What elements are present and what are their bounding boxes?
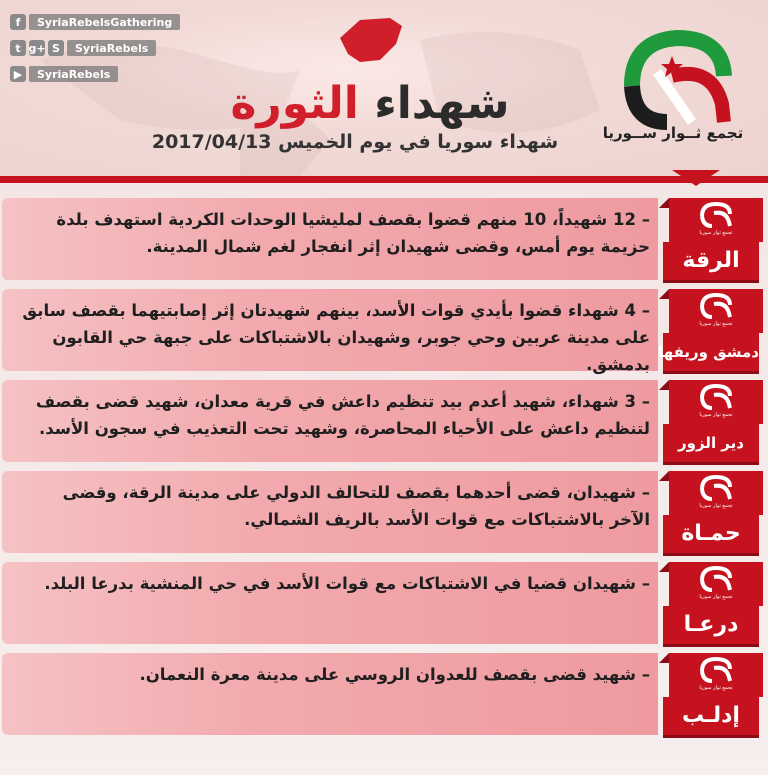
- list-item: [2, 289, 764, 374]
- header-divider: [0, 176, 768, 183]
- tag-logo-caption: تجمع ثوار سوريا: [699, 594, 733, 600]
- page-subtitle: شهداء سوريا في يوم الخميس 2017/04/13: [151, 131, 559, 153]
- region-tag-flap: [659, 653, 669, 663]
- header-banner: [0, 0, 768, 176]
- entry-text: – 3 شهداء، شهيد أعدم بيد تنظيم داعش في قرية معدان، شهيد قضى بقصف لتنظيم داعش على الأحياء المحاصرة، وشهيد تحت التعذيب في سجون الأسد.: [35, 392, 650, 438]
- region-tag: [659, 380, 763, 462]
- region-name: حمـاة: [681, 521, 741, 546]
- entry-card: [2, 380, 658, 462]
- entry-text: – شهيد قضى بقصف للعدوان الروسي على مدينة معرة النعمان.: [139, 665, 650, 684]
- region-tag-flap: [659, 471, 669, 481]
- title-red: الثورة: [230, 78, 359, 129]
- syria-map-icon: [330, 10, 410, 70]
- entry-text: – 12 شهيداً، 10 منهم قضوا بقصف لمليشيا الوحدات الكردية استهدف بلدة حزيمة يوم أمس، وقضى شهيدان إثر انفجار لغم شمال المدينة.: [56, 210, 650, 256]
- entry-card: [2, 471, 658, 553]
- youtube-icon[interactable]: ▶: [10, 66, 26, 82]
- tag-logo-caption: تجمع ثوار سوريا: [699, 412, 733, 418]
- region-tag-flap: [659, 289, 669, 299]
- region-tag: [659, 471, 763, 553]
- region-name: إدلـب: [682, 703, 740, 728]
- logo-caption: تجمع ثــوار ســوريا: [602, 124, 744, 142]
- entry-card: [2, 653, 658, 735]
- region-tag: [659, 289, 763, 371]
- region-name: دير الزور: [678, 434, 744, 452]
- region-tag-flap: [659, 198, 669, 208]
- list-item: [2, 380, 764, 462]
- tag-logo-icon: [694, 200, 738, 230]
- entry-text: – شهيدان، قضى أحدهما بقصف للتحالف الدولي على مدينة الرقة، وقضى الآخر بالاشتباكات مع قوات الأسد بالريف الشمالي.: [62, 483, 650, 529]
- list-item: [2, 471, 764, 553]
- title-black: شهداء: [374, 78, 510, 129]
- region-name: دمشق وريفها: [658, 343, 759, 361]
- facebook-icon[interactable]: f: [10, 14, 26, 30]
- tag-logo-icon: [694, 473, 738, 503]
- twitter-icon[interactable]: t: [10, 40, 26, 56]
- tag-logo-icon: [694, 291, 738, 321]
- tag-logo-icon: [694, 382, 738, 412]
- tag-logo-caption: تجمع ثوار سوريا: [699, 503, 733, 509]
- social-links: [10, 12, 180, 90]
- google-plus-icon[interactable]: g+: [28, 41, 46, 55]
- region-name: درعـا: [683, 612, 739, 637]
- list-item: [2, 562, 764, 644]
- list-item: [2, 198, 764, 280]
- entry-card: [2, 289, 658, 374]
- tag-logo-caption: تجمع ثوار سوريا: [699, 230, 733, 236]
- facebook-handle[interactable]: SyriaRebelsGathering: [29, 14, 180, 30]
- region-tag: [659, 198, 763, 280]
- list-item: [2, 653, 764, 735]
- region-tag: [659, 653, 763, 735]
- tag-logo-icon: [694, 655, 738, 685]
- entry-text: – شهيدان قضيا في الاشتباكات مع قوات الأسد في حي المنشية بدرعا البلد.: [44, 574, 650, 593]
- tag-logo-caption: تجمع ثوار سوريا: [699, 685, 733, 691]
- region-name: الرقة: [682, 248, 740, 273]
- region-tag-flap: [659, 380, 669, 390]
- region-tag-flap: [659, 562, 669, 572]
- region-tag: [659, 562, 763, 644]
- tag-logo-caption: تجمع ثوار سوريا: [699, 321, 733, 327]
- entry-card: [2, 198, 658, 280]
- entry-card: [2, 562, 658, 644]
- header-notch: [672, 170, 720, 186]
- tag-logo-icon: [694, 564, 738, 594]
- youtube-handle[interactable]: SyriaRebels: [29, 66, 118, 82]
- entry-text: – 4 شهداء قضوا بأيدي قوات الأسد، بينهم شهيدتان إثر إصابتيهما بقصف سابق على مدينة عربين وحي جوبر، وشهيدان بالاشتباكات على جبهة حي القابون بدمشق.: [22, 301, 650, 374]
- skype-icon[interactable]: S: [48, 40, 64, 56]
- page-title: [170, 78, 570, 129]
- social-handle[interactable]: SyriaRebels: [67, 40, 156, 56]
